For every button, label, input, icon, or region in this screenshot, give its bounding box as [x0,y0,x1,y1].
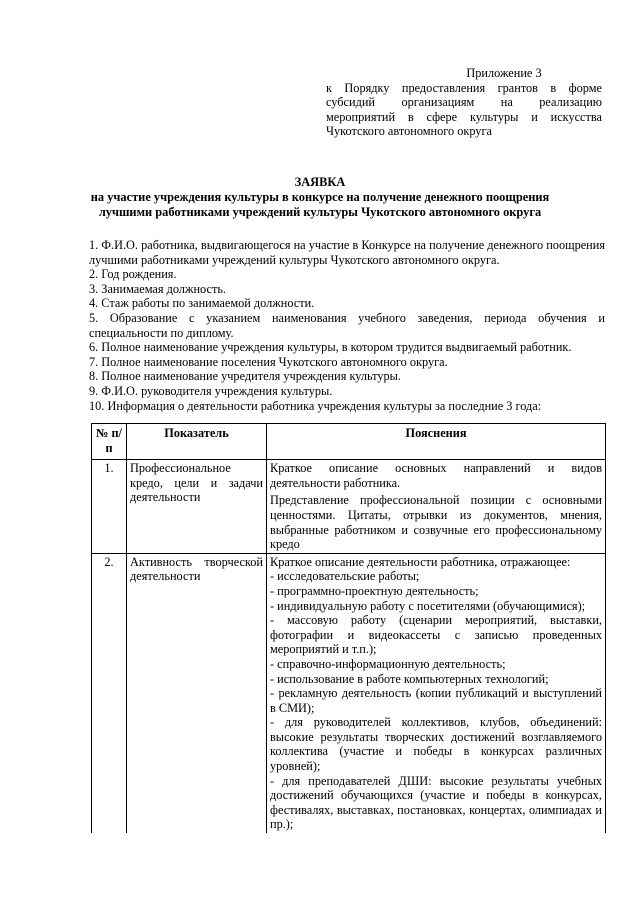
row-1-note-1: Краткое описание основных направлений и видов деятельности работника. [270,461,602,490]
heading-subtitle-1: на участие учреждения культуры в конкурсе на получение денежного поощрения [90,190,550,204]
row-2-notes [267,553,606,833]
activity-table [91,423,606,833]
row-2-indicator: Активность творческой деятельности [127,553,267,833]
header-num: № п/п [92,424,127,460]
heading-subtitle-2: лучшими работниками учреждений культуры Чукотского автономного округа [98,205,542,219]
form-item-5: 5. Образование с указанием наименования учебного заведения, периода обучения и специальности по диплому. [89,310,605,340]
row-1-indicator: Профессиональное кредо, цели и задачи деятельности [127,460,267,554]
row-2-line-3: - индивидуальную работу с посетителями (обучающимися); [270,598,586,613]
header-notes: Пояснения [267,424,606,460]
row-2-num: 2. [92,553,127,833]
form-item-1: 1. Ф.И.О. работника, выдвигающегося на участие в Конкурсе на получение денежного поощрения лучшими работниками учреждений культуры Чукотского автономного округа. [89,238,605,267]
row-2-line-7: - рекламную деятельность (копии публикаций и выступлений в СМИ); [270,686,602,715]
row-2-line-6: - использование в работе компьютерных технологий; [270,671,549,686]
appendix-title: Приложение 3 [466,66,542,80]
row-2-line-5: - справочно-информационную деятельность; [270,656,506,671]
appendix-text: к Порядку предоставления грантов в форме субсидий организациям на реализацию мероприятий в сфере культуры и искусства Чукотского автономного округа [326,80,602,139]
row-2-line-4: - массовую работу (сценарии мероприятий, выставки, фотографии и видеокассеты с записью проведенных мероприятий и т.п.); [270,613,602,657]
row-1-num: 1. [92,460,127,554]
form-item-9: 9. Ф.И.О. руководителя учреждения культуры. [89,383,333,398]
form-item-7: 7. Полное наименование поселения Чукотского автономного округа. [89,354,448,369]
table-row [92,460,606,554]
row-2-line-8: - для руководителей коллективов, клубов, объединений: высокие результаты творческих достижений возглавляемого коллектива (участие и победы в конкурсах различных уровней); [270,715,602,774]
header-indicator: Показатель [127,424,267,460]
table-row [92,553,606,833]
row-1-notes [267,460,606,554]
row-2-line-9: - для преподавателей ДШИ: высокие результаты учебных достижений обучающихся (участие и победы в конкурсах, фестивалях, выставках, постановках, концертах, олимпиадах и пр.); [270,773,602,832]
row-2-line-2: - программно-проектную деятельность; [270,583,479,598]
form-items-list [89,238,605,413]
row-2-line-1: - исследовательские работы; [270,569,420,584]
document-heading [80,175,560,220]
heading-title: ЗАЯВКА [294,175,346,189]
form-item-2: 2. Год рождения. [89,267,177,282]
row-2-intro: Краткое описание деятельности работника, отражающее: [270,554,571,569]
form-item-8: 8. Полное наименование учредителя учреждения культуры. [89,369,401,384]
form-item-4: 4. Стаж работы по занимаемой должности. [89,296,315,311]
row-1-note-2: Представление профессиональной позиции с основными ценностями. Цитаты, отрывки из документов, мнения, выбранные работником и созвучные его профессиональному кредо [270,493,602,552]
form-item-10: 10. Информация о деятельности работника учреждения культуры за последние 3 года: [89,398,542,413]
form-item-3: 3. Занимаемая должность. [89,281,227,296]
table-header-row [92,424,606,460]
appendix-block [326,66,602,139]
form-item-6: 6. Полное наименование учреждения культуры, в котором трудится выдвигаемый работник. [89,340,572,355]
